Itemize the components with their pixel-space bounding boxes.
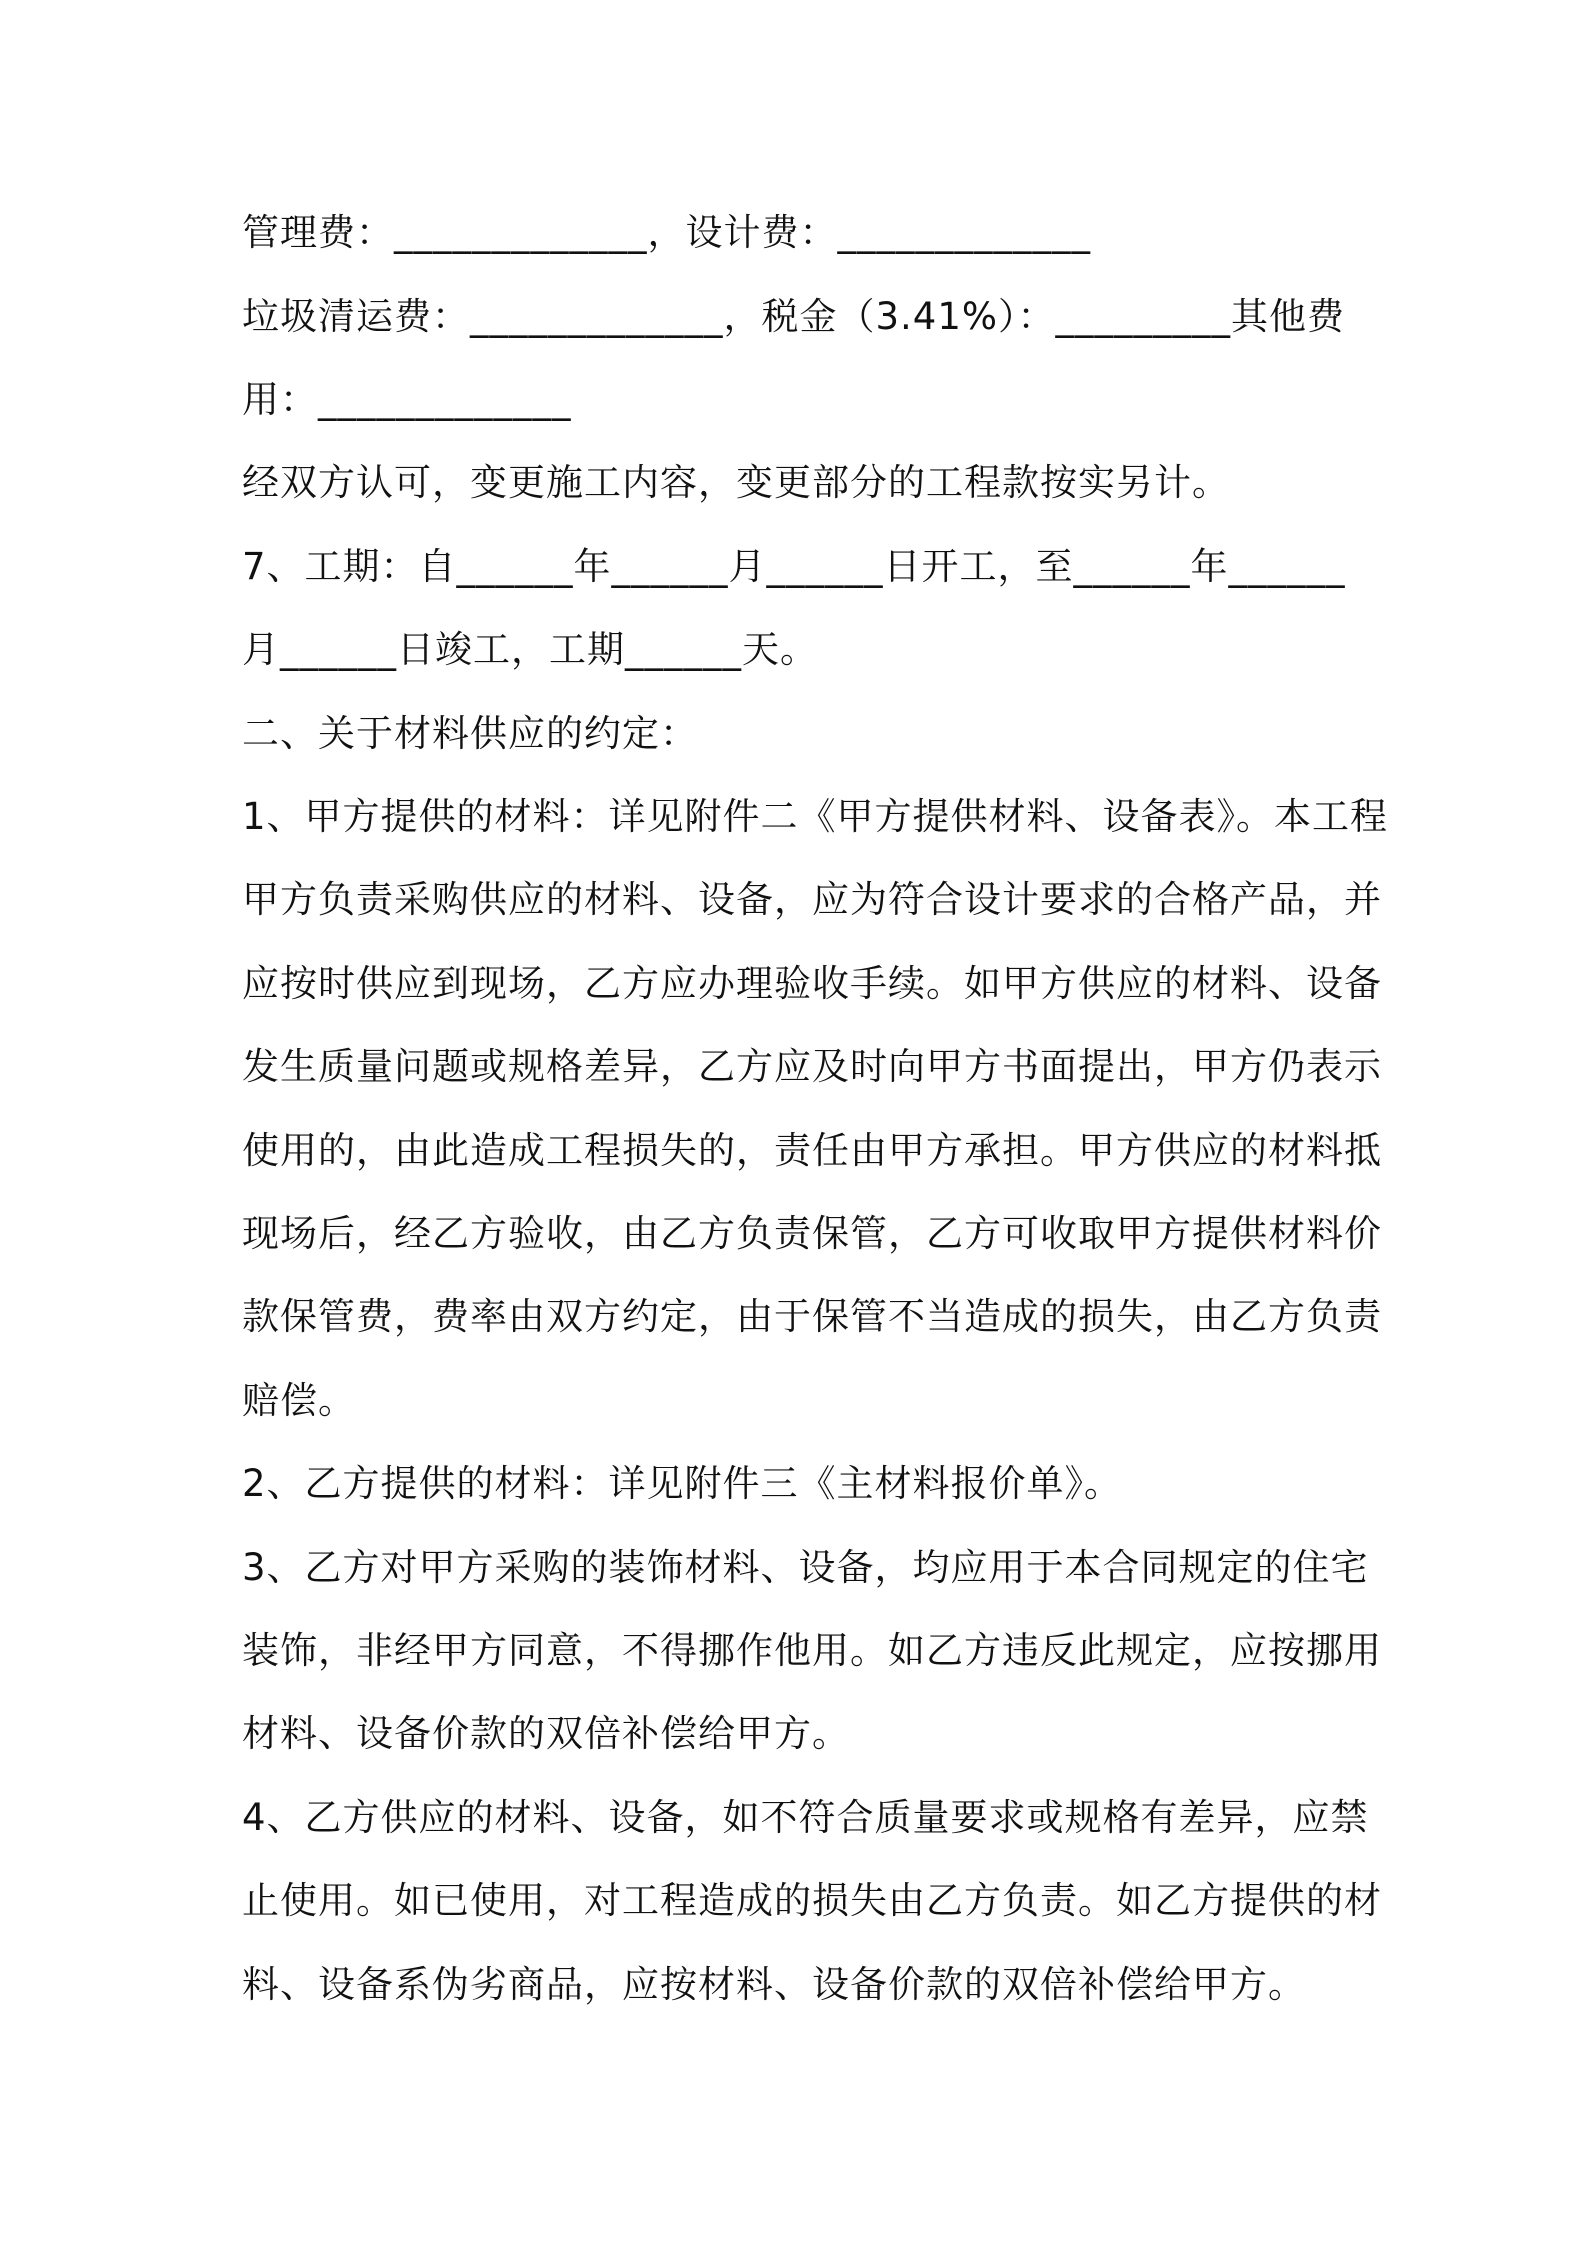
line-fees-other: 用：_____________ (242, 378, 572, 421)
line-schedule-start: 7、工期：自______年______月______日开工，至______年______ (242, 545, 1346, 588)
clause-4-line-3: 料、设备系伪劣商品，应按材料、设备价款的双倍补偿给甲方。 (242, 1963, 1306, 2006)
clause-3-line-1: 3、乙方对甲方采购的装饰材料、设备，均应用于本合同规定的住宅 (242, 1546, 1369, 1589)
section-heading-materials: 二、关于材料供应的约定： (242, 712, 698, 755)
clause-1-line-7: 款保管费，费率由双方约定，由于保管不当造成的损失，由乙方负责 (242, 1295, 1382, 1338)
line-schedule-end: 月______日竣工，工期______天。 (242, 628, 818, 671)
clause-1-line-8: 赔偿。 (242, 1379, 356, 1422)
clause-3-line-2: 装饰，非经甲方同意，不得挪作他用。如乙方违反此规定，应按挪用 (242, 1629, 1382, 1672)
clause-4-line-1: 4、乙方供应的材料、设备，如不符合质量要求或规格有差异，应禁 (242, 1796, 1369, 1839)
line-fees-management-design: 管理费：_____________，设计费：_____________ (242, 211, 1091, 254)
clause-1-line-1: 1、甲方提供的材料：详见附件二《甲方提供材料、设备表》。本工程 (242, 795, 1389, 838)
clause-2-line-1: 2、乙方提供的材料：详见附件三《主材料报价单》。 (242, 1462, 1123, 1505)
clause-1-line-4: 发生质量问题或规格差异，乙方应及时向甲方书面提出，甲方仍表示 (242, 1045, 1382, 1088)
clause-3-line-3: 材料、设备价款的双倍补偿给甲方。 (242, 1712, 850, 1755)
line-fees-waste-tax: 垃圾清运费：_____________，税金（3.41%）：_________其他费 (242, 295, 1346, 338)
clause-1-line-3: 应按时供应到现场，乙方应办理验收手续。如甲方供应的材料、设备 (242, 962, 1382, 1005)
clause-1-line-5: 使用的，由此造成工程损失的，责任由甲方承担。甲方供应的材料抵 (242, 1129, 1382, 1172)
line-change-clause: 经双方认可，变更施工内容，变更部分的工程款按实另计。 (242, 461, 1230, 504)
clause-1-line-6: 现场后，经乙方验收，由乙方负责保管，乙方可收取甲方提供材料价 (242, 1212, 1382, 1255)
clause-1-line-2: 甲方负责采购供应的材料、设备，应为符合设计要求的合格产品，并 (242, 878, 1382, 921)
clause-4-line-2: 止使用。如已使用，对工程造成的损失由乙方负责。如乙方提供的材 (242, 1879, 1382, 1922)
